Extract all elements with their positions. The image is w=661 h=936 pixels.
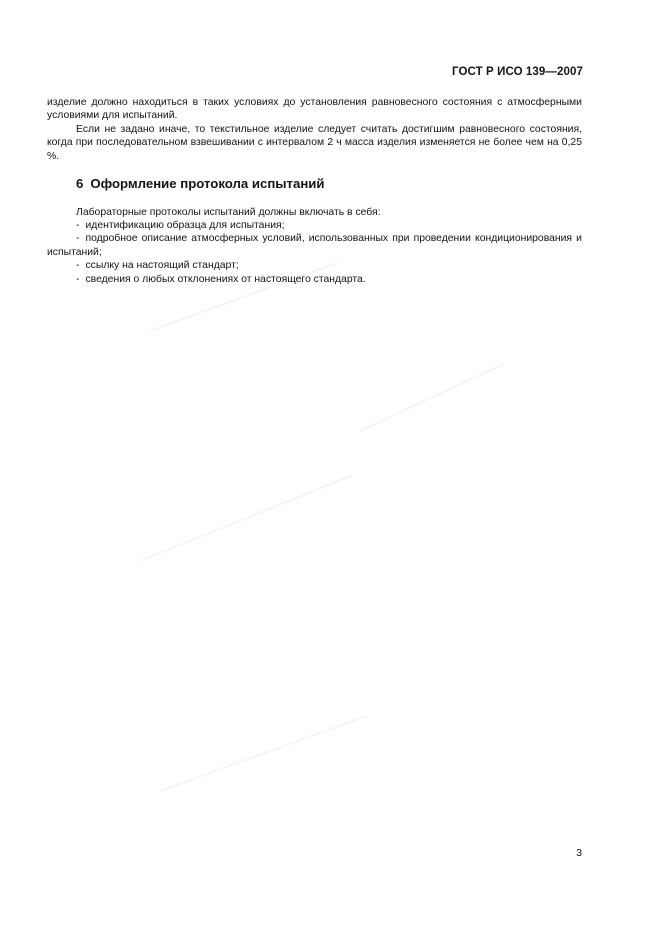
section-title: Оформление протокола испытаний (90, 176, 325, 191)
watermark-streak (160, 715, 367, 792)
list-item (47, 219, 582, 232)
list-intro: Лабораторные протоколы испытаний должны включать в себя: (76, 207, 381, 218)
paragraph-equilibrium: Если не задано иначе, то текстильное изделие следует считать достигшим равновесного состояния, когда при последовательном взвешивании с интервалом 2 ч масса изделия изменяется не более чем на 0,25 %. (47, 124, 582, 162)
section-heading (76, 176, 325, 191)
list-dash: - (76, 273, 80, 285)
list-dash: - (76, 260, 80, 272)
report-requirements-list (47, 219, 582, 286)
list-item (47, 259, 582, 272)
list-dash: - (76, 233, 80, 245)
section-number: 6 (76, 176, 84, 191)
list-item-text: ссылку на настоящий стандарт; (85, 260, 239, 272)
list-item-text: сведения о любых отклонениях от настоящего стандарта. (85, 273, 366, 285)
list-item (47, 273, 582, 286)
paragraph-continuation: изделие должно находиться в таких условиях до установления равновесного состояния с атмосферными условиями для испытаний. (47, 97, 582, 122)
list-item-text: идентификацию образца для испытания; (85, 220, 285, 231)
watermark-streak (140, 474, 354, 562)
list-item (47, 232, 582, 259)
document-header: ГОСТ Р ИСО 139—2007 (451, 66, 583, 78)
list-dash: - (76, 220, 80, 231)
page-number: 3 (576, 848, 582, 859)
watermark-streak (360, 362, 506, 431)
list-item-text: подробное описание атмосферных условий, использованных при проведении кондиционирования и испытаний; (47, 233, 582, 258)
